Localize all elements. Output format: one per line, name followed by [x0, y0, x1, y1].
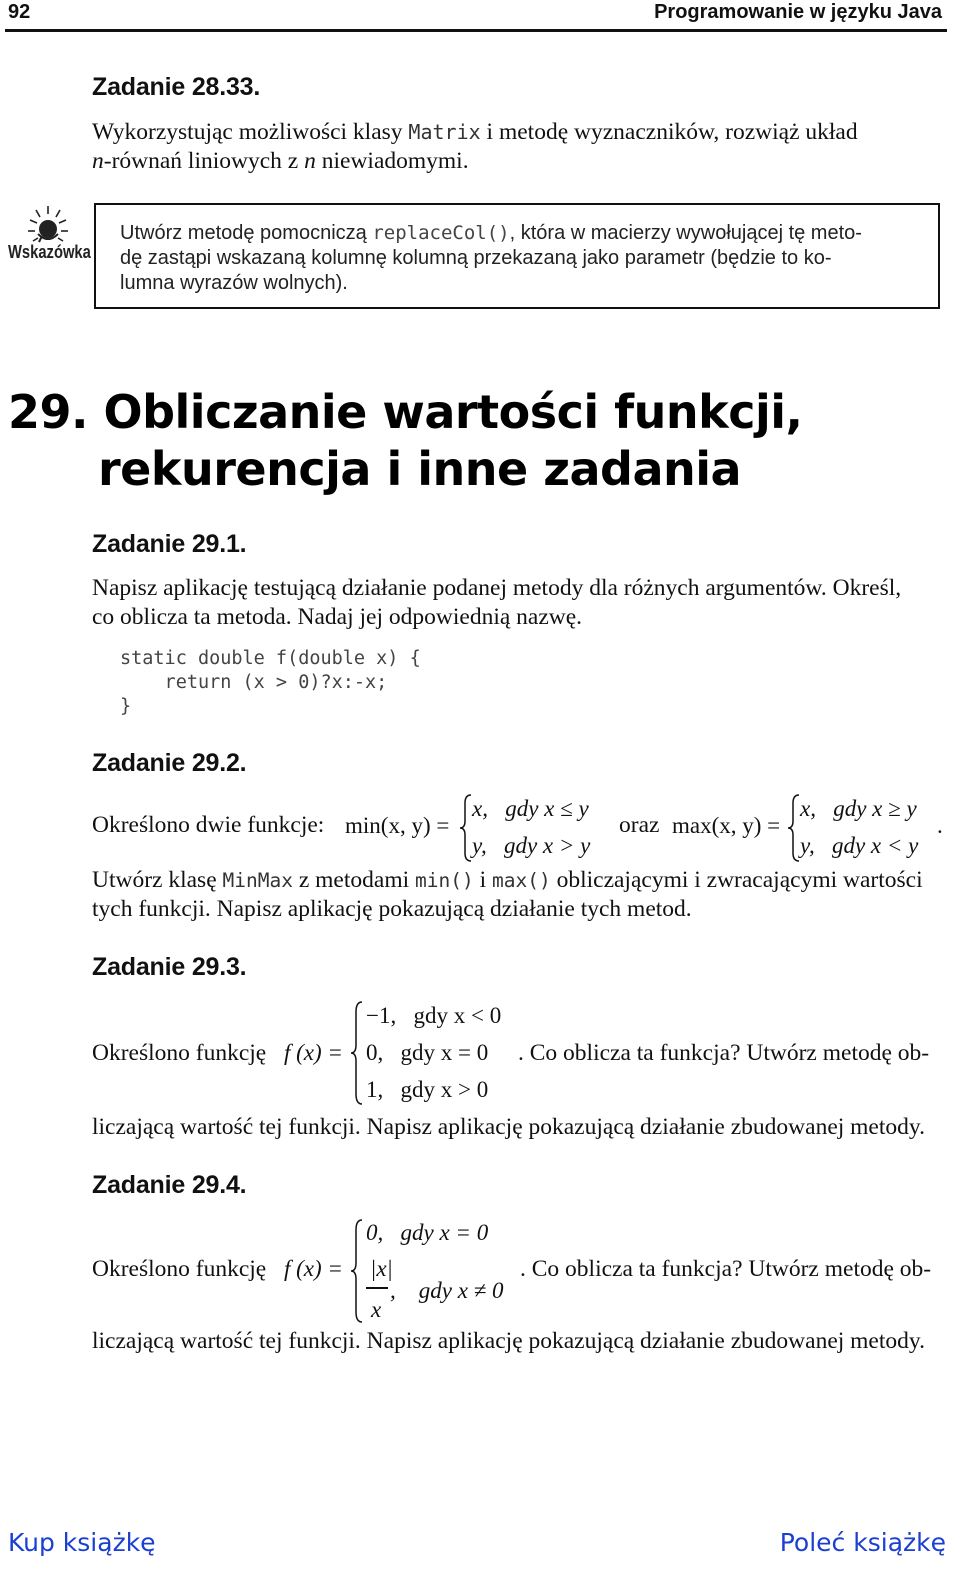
- oraz-word: oraz: [619, 812, 660, 838]
- task-29-2-line3: tych funkcji. Napisz aplikację pokazującą działanie tych metod.: [92, 896, 692, 922]
- fraction-bar: [366, 1287, 388, 1289]
- hint-text: Utwórz metodę pomocniczą replaceCol(), która w macierzy wywołującej tę meto- dę zastąpi wskazaną kolumnę kolumną przekazaną jako parametr (będzie to ko- lumna wyrazów wolnych).: [120, 222, 862, 294]
- code-max: max(): [492, 869, 551, 892]
- code-listing: static double f(double x) { return (x > 0)?x:-x; }: [120, 648, 421, 717]
- task-28-33-line2: n-równań liniowych z n niewiadomymi.: [92, 148, 469, 174]
- task-heading-28-33: Zadanie 28.33.: [92, 73, 261, 101]
- min-case1: x, gdy x ≤ y: [472, 796, 589, 821]
- f-brace-29-4: [350, 1218, 364, 1324]
- task-heading-29-4: Zadanie 29.4.: [92, 1171, 247, 1199]
- task-29-4-after: . Co oblicza ta funkcja? Utwórz metodę ob-: [520, 1256, 932, 1282]
- task-heading-29-1: Zadanie 29.1.: [92, 530, 247, 558]
- chapter-title-line2: rekurencja i inne zadania: [98, 442, 742, 496]
- case2-condition: , gdy x ≠ 0: [390, 1278, 504, 1303]
- task-heading-29-2: Zadanie 29.2.: [92, 749, 247, 777]
- max-lhs: max(x, y) =: [672, 813, 781, 838]
- max-brace: [787, 793, 801, 863]
- task-29-2-line2: Utwórz klasę MinMax z metodami min() i max() obliczającymi i zwracającymi wartości: [92, 867, 923, 893]
- max-case2: y, gdy x < y: [800, 833, 919, 858]
- max-case1: x, gdy x ≥ y: [800, 796, 917, 821]
- task-28-33-line1: Wykorzystując możliwości klasy Matrix i metodę wyznaczników, rozwiąż układ: [92, 119, 858, 145]
- task-29-3-intro: Określono funkcję: [92, 1040, 267, 1066]
- case3-29-3: 1, gdy x > 0: [366, 1077, 489, 1102]
- task-29-4-intro: Określono funkcję: [92, 1256, 267, 1282]
- formula-period: .: [937, 813, 943, 838]
- recommend-book-link[interactable]: Poleć książkę: [779, 1528, 946, 1557]
- buy-book-link[interactable]: Kup książkę: [8, 1528, 156, 1557]
- case2-numerator: |x|: [370, 1256, 393, 1281]
- f-lhs-29-4: f (x) =: [284, 1256, 343, 1281]
- case1-29-3: −1, gdy x < 0: [366, 1003, 502, 1028]
- case2-denominator: x: [371, 1297, 382, 1322]
- f-lhs-29-3: f (x) =: [284, 1040, 343, 1065]
- chapter-title-line1: 29. Obliczanie wartości funkcji,: [8, 385, 803, 439]
- code-matrix: Matrix: [408, 120, 481, 144]
- hint-label: Wskazówka: [8, 242, 91, 262]
- task-29-1-line2: co oblicza ta metoda. Nadaj jej odpowiednią nazwę.: [92, 604, 583, 630]
- min-lhs: min(x, y) =: [345, 813, 450, 838]
- task-29-3-line2: liczającą wartość tej funkcji. Napisz aplikację pokazującą działanie zbudowanej metody.: [92, 1114, 925, 1140]
- code-min: min(): [415, 869, 474, 892]
- min-case2: y, gdy x > y: [472, 833, 591, 858]
- task-29-2-intro: Określono dwie funkcje:: [92, 812, 325, 838]
- task-heading-29-3: Zadanie 29.3.: [92, 953, 247, 981]
- running-header-title: Programowanie w języku Java: [654, 1, 942, 23]
- code-replacecol: replaceCol(): [372, 222, 510, 244]
- task-29-3-after: . Co oblicza ta funkcja? Utwórz metodę ob-: [518, 1040, 930, 1066]
- page-number: 92: [8, 1, 31, 23]
- case2-29-3: 0, gdy x = 0: [366, 1040, 489, 1065]
- code-minmax: MinMax: [222, 869, 293, 892]
- min-brace: [459, 793, 473, 863]
- task-29-4-line2: liczającą wartość tej funkcji. Napisz aplikację pokazującą działanie zbudowanej metody.: [92, 1328, 925, 1354]
- case1-29-4: 0, gdy x = 0: [366, 1220, 489, 1245]
- task-29-1-line1: Napisz aplikację testującą działanie podanej metody dla różnych argumentów. Określ,: [92, 575, 902, 601]
- header-rule: [5, 29, 947, 32]
- f-brace-29-3: [350, 1000, 364, 1106]
